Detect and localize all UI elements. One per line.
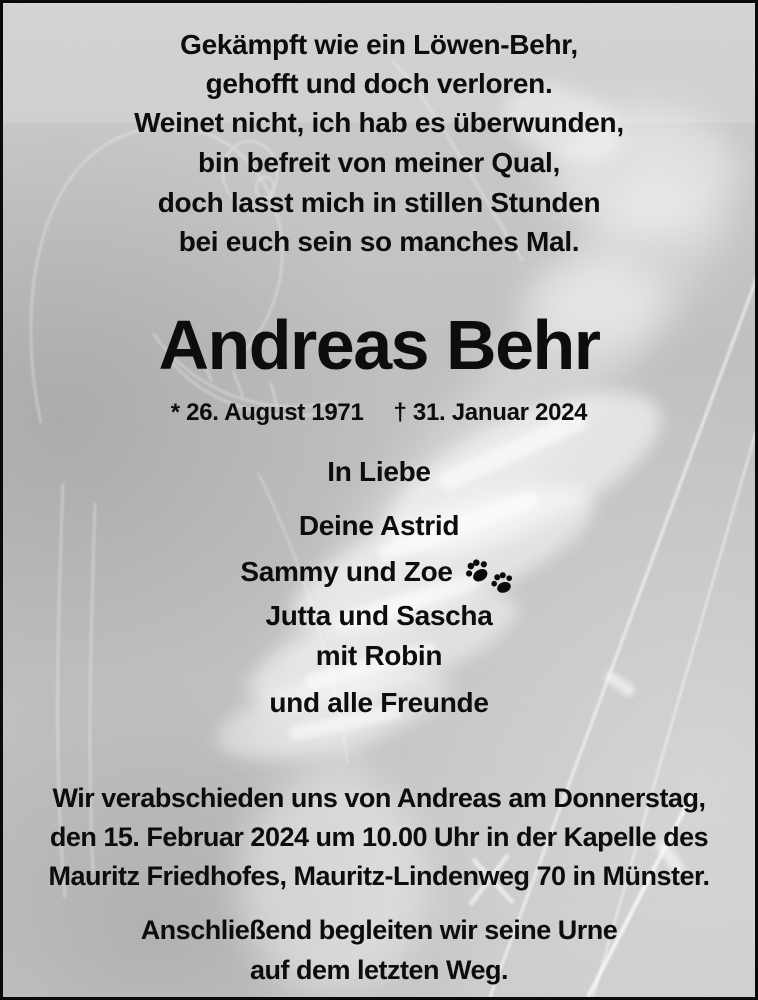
farewell-line: Mauritz Friedhofes, Mauritz-Lindenweg 70 in Münster. bbox=[48, 861, 710, 891]
poem-line: Gekämpft wie ein Löwen-Behr, bbox=[180, 29, 578, 60]
deceased-name: Andreas Behr bbox=[158, 306, 600, 384]
notice-content bbox=[3, 3, 755, 997]
farewell-line: den 15. Februar 2024 um 10.00 Uhr in der Kapelle des bbox=[49, 822, 709, 852]
mourner-line bbox=[3, 548, 755, 599]
salutation: In Liebe bbox=[327, 456, 431, 487]
life-dates bbox=[3, 397, 755, 429]
mourner-line: und alle Freunde bbox=[269, 687, 489, 718]
poem-line: bei euch sein so manches Mal. bbox=[178, 226, 580, 257]
death-date: † 31. Januar 2024 bbox=[393, 399, 588, 426]
poem-line: gehofft und doch verloren. bbox=[205, 68, 553, 99]
closing-line: auf dem letzten Weg. bbox=[249, 955, 509, 985]
mourner-line: mit Robin bbox=[315, 640, 443, 671]
closing-line: Anschließend begleiten wir seine Urne bbox=[140, 915, 618, 945]
poem-line: Weinet nicht, ich hab es überwunden, bbox=[134, 107, 624, 138]
mourner-names: Sammy und Zoe bbox=[240, 555, 453, 587]
poem-line: bin befreit von meiner Qual, bbox=[198, 147, 560, 178]
mourner-line: Deine Astrid bbox=[298, 510, 460, 541]
poem-line: doch lasst mich in stillen Stunden bbox=[157, 187, 601, 218]
birth-date: * 26. August 1971 bbox=[170, 399, 364, 426]
farewell-line: Wir verabschieden uns von Andreas am Donnerstag, bbox=[52, 783, 706, 813]
mourner-line: Jutta und Sascha bbox=[265, 600, 493, 631]
